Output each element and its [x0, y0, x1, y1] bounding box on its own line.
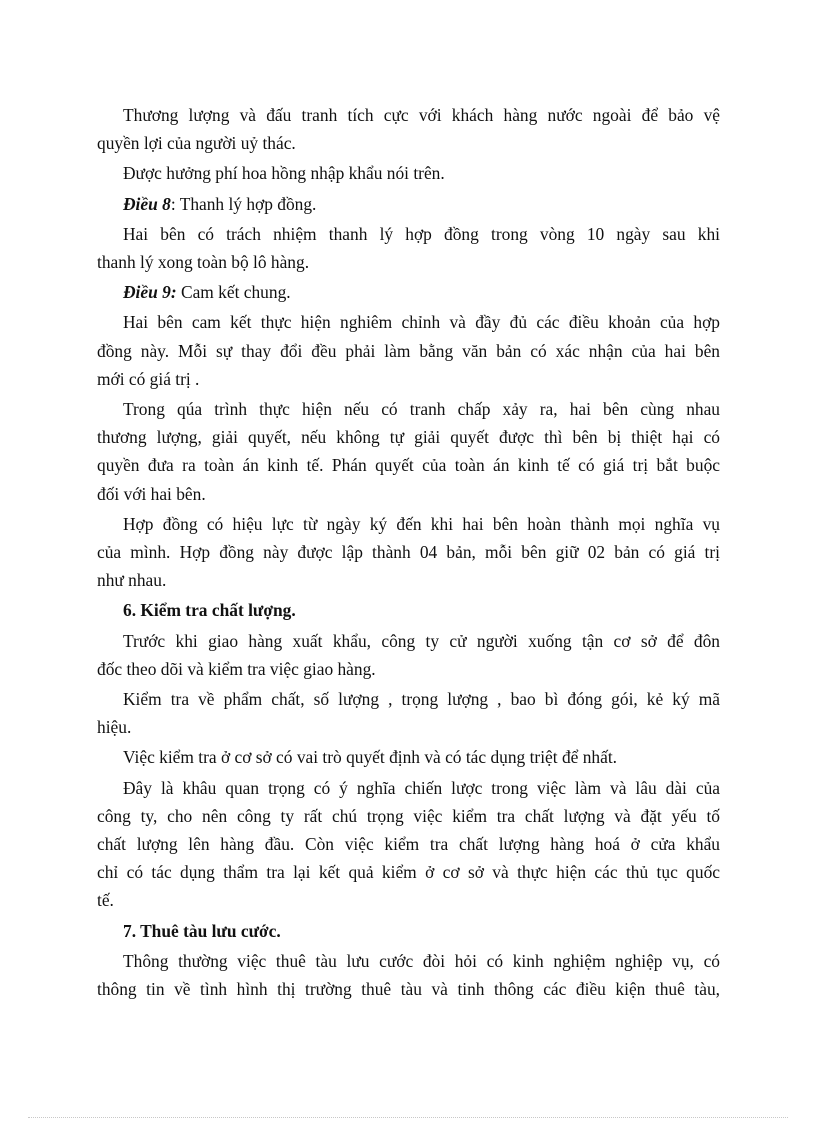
text-line: chỉ có tác dụng thẩm tra lại kết quả kiểm ở cơ sở và thực hiện các thủ tục quốc [97, 862, 720, 883]
text-line: của mình. Hợp đồng này được lập thành 04 bản, mỗi bên giữ 02 bản có giá trị [97, 542, 720, 563]
section-heading: 6. Kiểm tra chất lượng. [123, 600, 296, 621]
paragraph-negotiation [97, 101, 720, 157]
section-6-heading [123, 596, 720, 624]
text-line: công ty, cho nên công ty rất chú trọng việc kiểm tra chất lượng và đặt yếu tố [97, 805, 720, 826]
article-8-label: Điều 8 [123, 193, 171, 214]
paragraph-chartering [97, 947, 720, 1003]
article-9-heading [123, 278, 720, 306]
paragraph-validity [97, 510, 720, 595]
text-line: quyền lợi của người uỷ thác. [97, 133, 296, 154]
text-line: Thương lượng và đấu tranh tích cực với khách hàng nước ngoài để bảo vệ [123, 105, 720, 125]
text-line: Việc kiểm tra ở cơ sở có vai trò quyết định và có tác dụng triệt để nhất. [123, 747, 618, 768]
text-line: đốc theo dõi và kiểm tra việc giao hàng. [97, 658, 376, 679]
article-8-heading [123, 190, 720, 218]
document-body [97, 101, 720, 1003]
paragraph-inspection-before-delivery [97, 627, 720, 683]
text-line: như nhau. [97, 570, 167, 591]
text-line: quyền đưa ra toàn án kinh tế. Phán quyết của toàn án kinh tế có giá trị bắt buộc [97, 455, 720, 476]
text-line: Đây là khâu quan trọng có ý nghĩa chiến lược trong việc làm và lâu dài của [123, 777, 720, 798]
text-line: thương lượng, giải quyết, nếu không tự giải quyết được thì bên bị thiệt hại có [97, 427, 720, 448]
text-line: thông tin về tình hình thị trường thuê tàu và tinh thông các điều kiện thuê tàu, [97, 979, 720, 1000]
text-line: Hai bên có trách nhiệm thanh lý hợp đồng trong vòng 10 ngày sau khi [123, 223, 720, 244]
text-line: thanh lý xong toàn bộ lô hàng. [97, 252, 310, 273]
text-line: Thông thường việc thuê tàu lưu cước đòi hỏi có kinh nghiệm nghiệp vụ, có [123, 950, 720, 971]
section-7-heading [123, 917, 720, 945]
paragraph-inspection-role [123, 743, 720, 771]
paragraph-liquidation [97, 220, 720, 276]
text-line: Hợp đồng có hiệu lực từ ngày ký đến khi hai bên hoàn thành mọi nghĩa vụ [123, 513, 720, 534]
page-bottom-dotted-rule [28, 1117, 788, 1118]
text-line: Được hưởng phí hoa hồng nhập khẩu nói trên. [123, 163, 445, 184]
text-line: hiệu. [97, 717, 132, 738]
paragraph-commission [123, 159, 720, 187]
paragraph-inspection-items [97, 685, 720, 741]
text-line: đồng này. Mỗi sự thay đổi đều phải làm bằng văn bản có xác nhận của hai bên [97, 340, 720, 361]
text-line: Trước khi giao hàng xuất khẩu, công ty cử người xuống tận cơ sở để đôn [123, 630, 720, 651]
text-line: đối với hai bên. [97, 483, 206, 504]
text-line: Kiểm tra về phẩm chất, số lượng , trọng lượng , bao bì đóng gói, kẻ ký mã [123, 689, 720, 710]
text-line: tế. [97, 890, 114, 911]
paragraph-quality-strategy [97, 774, 720, 915]
article-8-title: : Thanh lý hợp đồng. [170, 193, 317, 214]
text-line: Trong qúa trình thực hiện nếu có tranh chấp xảy ra, hai bên cùng nhau [123, 399, 720, 420]
paragraph-commitment [97, 308, 720, 393]
article-9-line [123, 278, 720, 306]
section-heading: 7. Thuê tàu lưu cước. [123, 920, 281, 941]
text-line: chất lượng lên hàng đầu. Còn việc kiểm tra chất lượng hàng hoá ở cửa khẩu [97, 834, 720, 855]
paragraph-dispute [97, 395, 720, 508]
article-9-label: Điều 9: [123, 282, 177, 303]
text-line: mới có giá trị . [97, 368, 200, 389]
article-8-line [123, 190, 720, 218]
article-9-title: Cam kết chung. [176, 282, 291, 303]
text-line: Hai bên cam kết thực hiện nghiêm chỉnh và đầy đủ các điều khoản của hợp [123, 312, 720, 333]
